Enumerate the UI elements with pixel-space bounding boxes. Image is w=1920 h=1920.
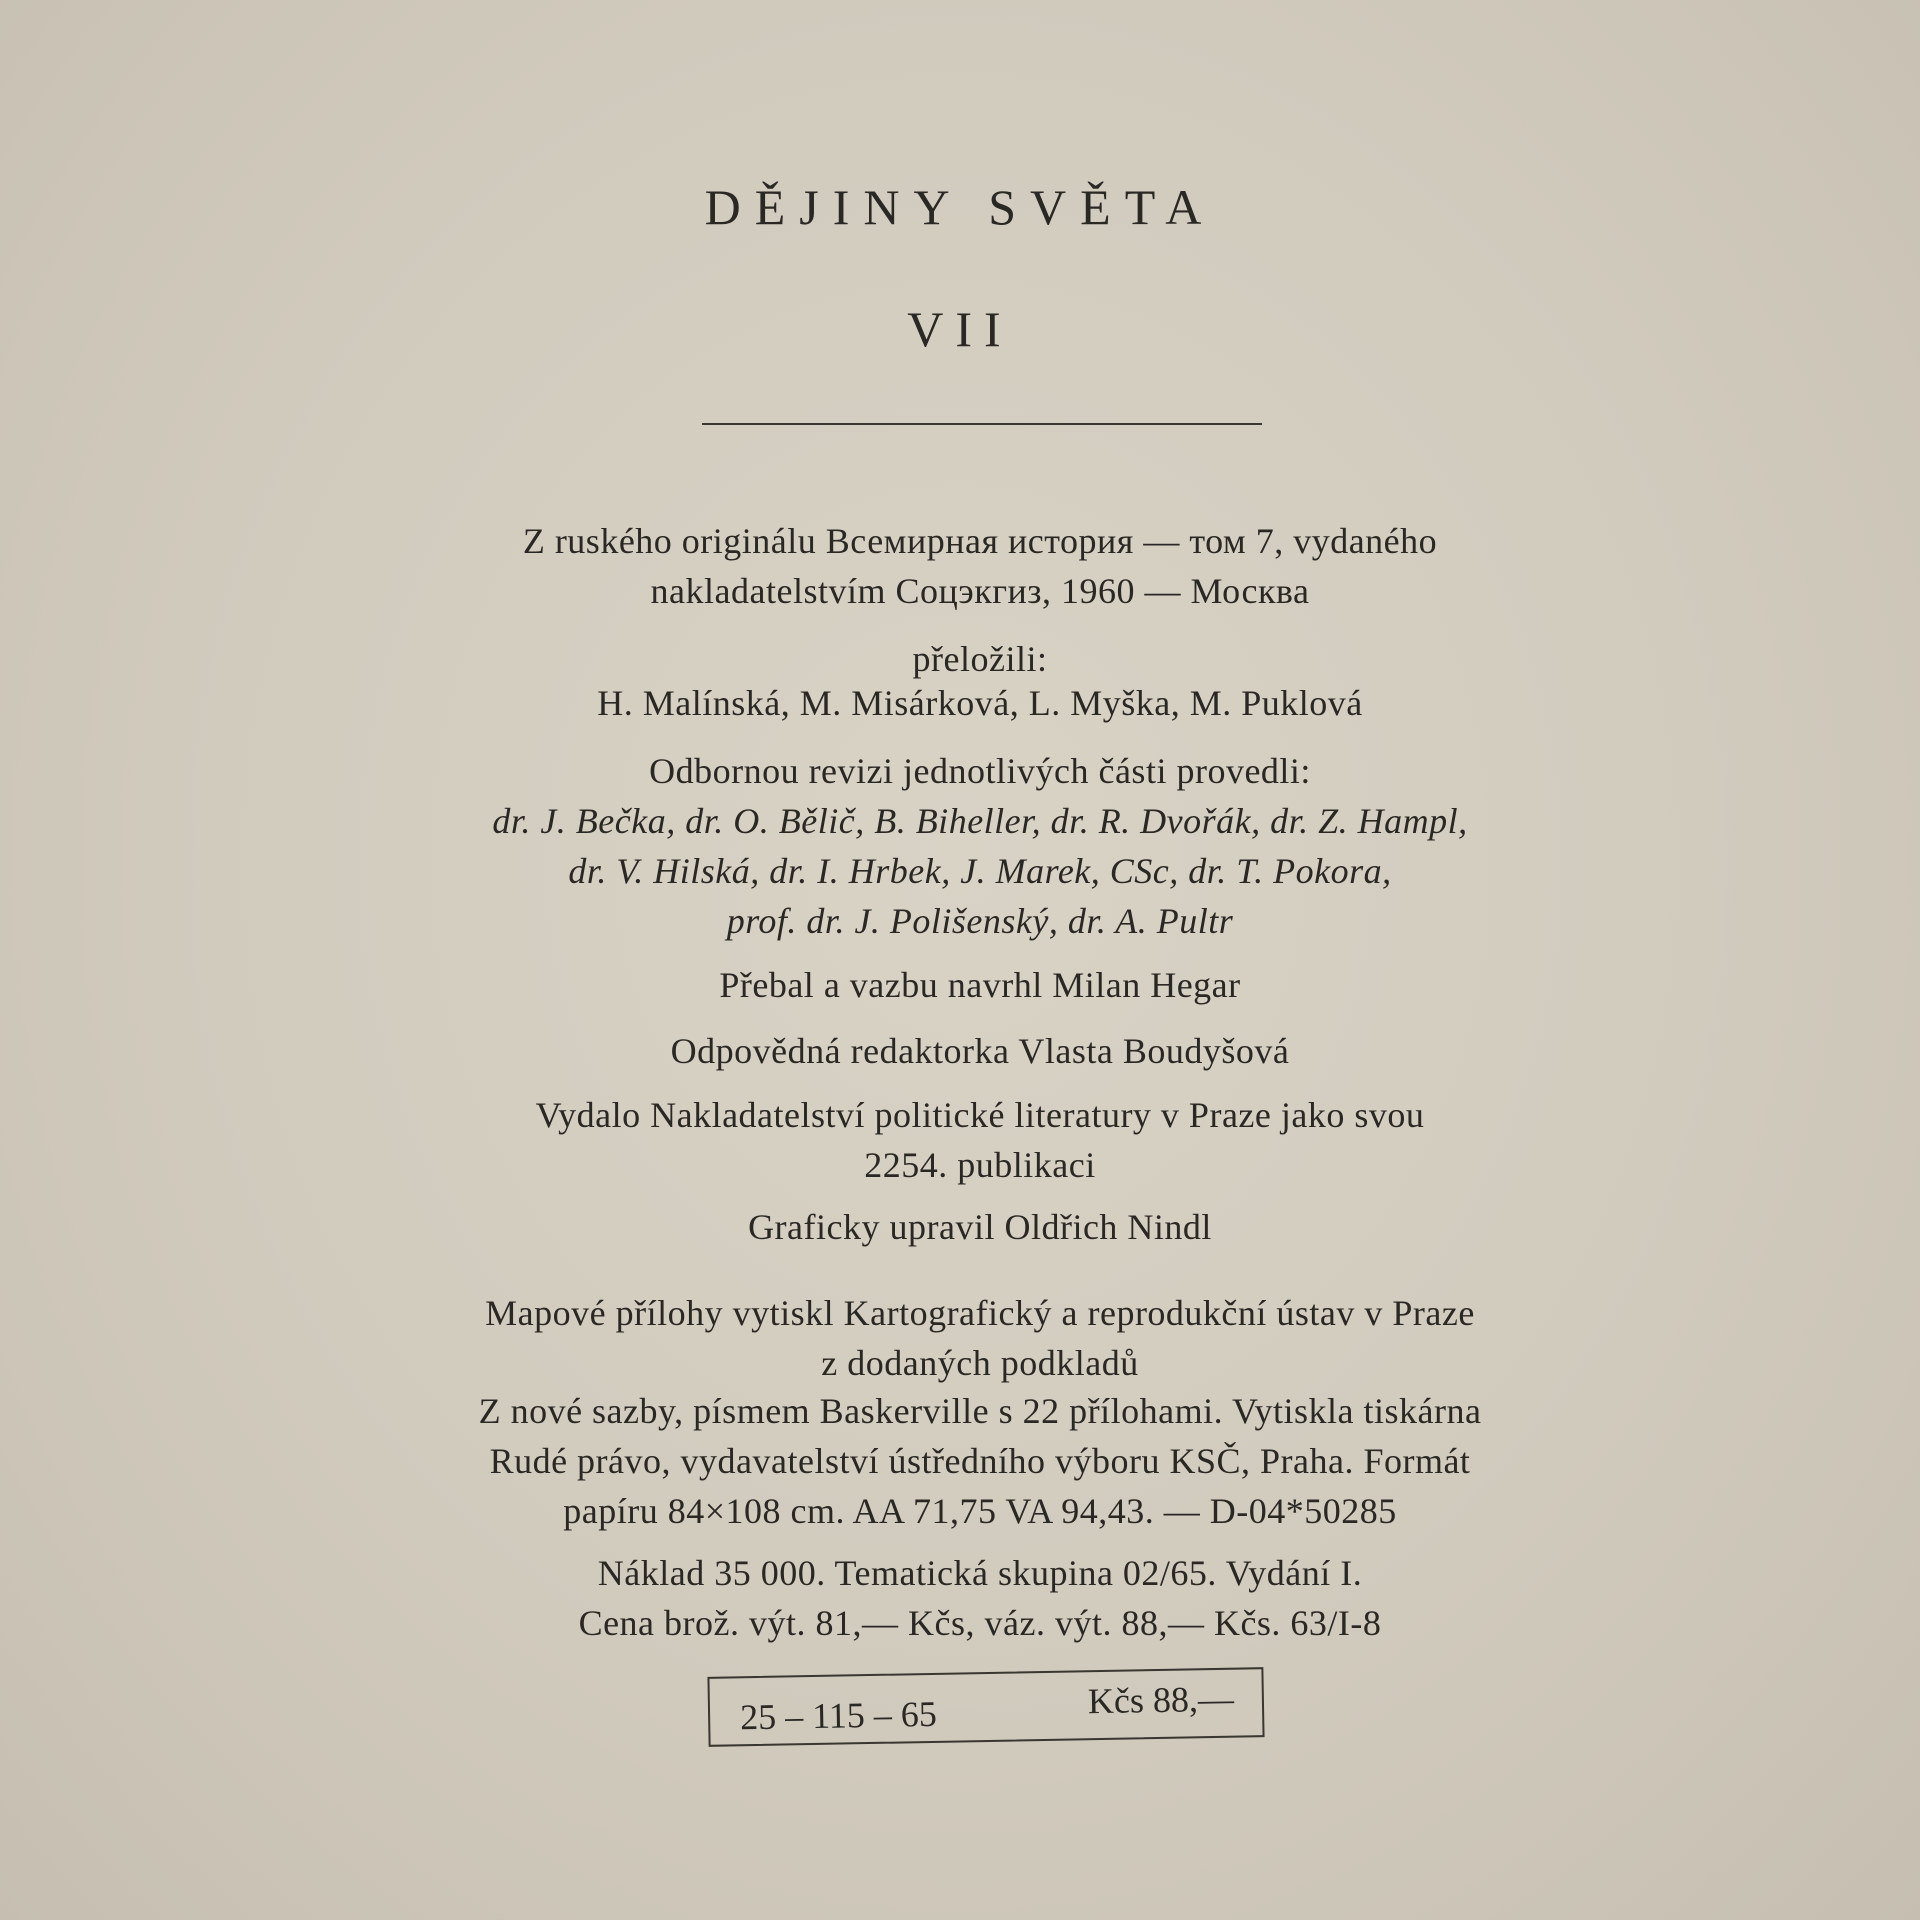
edition-line-1: Náklad 35 000. Tematická skupina 02/65. Vydání I. <box>597 1553 1363 1593</box>
printing-line-1: Z nové sazby, písmem Baskerville s 22 přílohami. Vytiskla tiskárna <box>478 1391 1482 1431</box>
revision-names-line-2: dr. V. Hilská, dr. I. Hrbek, J. Marek, CSc, dr. T. Pokora, <box>568 851 1392 891</box>
price-box-code: 25 – 115 – 65 <box>739 1693 938 1738</box>
translators-names: H. Malínská, M. Misárková, L. Myška, M. Puklová <box>597 683 1363 723</box>
graphic-design-text: Graficky upravil Oldřich Nindl <box>748 1207 1212 1247</box>
price-box <box>707 1667 1264 1747</box>
revision <box>360 746 1600 946</box>
maps-line-1: Mapové přílohy vytiskl Kartografický a reprodukční ústav v Praze <box>485 1293 1475 1333</box>
publisher-line-1: Vydalo Nakladatelství politické literatury v Praze jako svou <box>535 1095 1425 1135</box>
original-source <box>360 516 1600 616</box>
cover-design-text: Přebal a vazbu navrhl Milan Hegar <box>719 965 1241 1005</box>
graphic-design <box>360 1202 1600 1252</box>
cover-design <box>360 960 1600 1010</box>
publisher <box>360 1090 1600 1190</box>
editor-text: Odpovědná redaktorka Vlasta Boudyšová <box>670 1031 1290 1071</box>
revision-names-line-1: dr. J. Bečka, dr. O. Bělič, B. Biheller, dr. R. Dvořák, dr. Z. Hampl, <box>492 801 1468 841</box>
translators-label: přeložili: <box>912 639 1048 679</box>
original-source-line-2: nakladatelstvím Соцэкгиз, 1960 — Москва <box>650 571 1310 611</box>
book-title: DĚJINY SVĚTA <box>704 179 1216 235</box>
original-source-line-1: Z ruského originálu Всемирная история — том 7, vydaného <box>522 521 1438 561</box>
edition-line-2: Cena brož. výt. 81,— Kčs, váz. výt. 88,— Kčs. 63/I-8 <box>578 1603 1382 1643</box>
editor <box>360 1026 1600 1076</box>
maps-line-2: z dodaných podkladů <box>821 1343 1139 1383</box>
printing-line-3: papíru 84×108 cm. AA 71,75 VA 94,43. — D-04*50285 <box>563 1491 1397 1531</box>
title-divider <box>702 423 1262 425</box>
revision-names-line-3: prof. dr. J. Polišenský, dr. A. Pultr <box>726 901 1234 941</box>
translators <box>360 634 1600 728</box>
revision-label: Odbornou revizi jednotlivých části provedli: <box>649 751 1311 791</box>
printing-line-2: Rudé právo, vydavatelství ústředního výboru KSČ, Praha. Formát <box>489 1441 1471 1481</box>
publisher-line-2: 2254. publikaci <box>864 1145 1096 1185</box>
maps <box>360 1288 1600 1388</box>
volume-number: VII <box>907 301 1013 357</box>
printing <box>360 1386 1600 1536</box>
price-box-price: Kčs 88,— <box>1087 1678 1235 1722</box>
edition <box>360 1548 1600 1648</box>
